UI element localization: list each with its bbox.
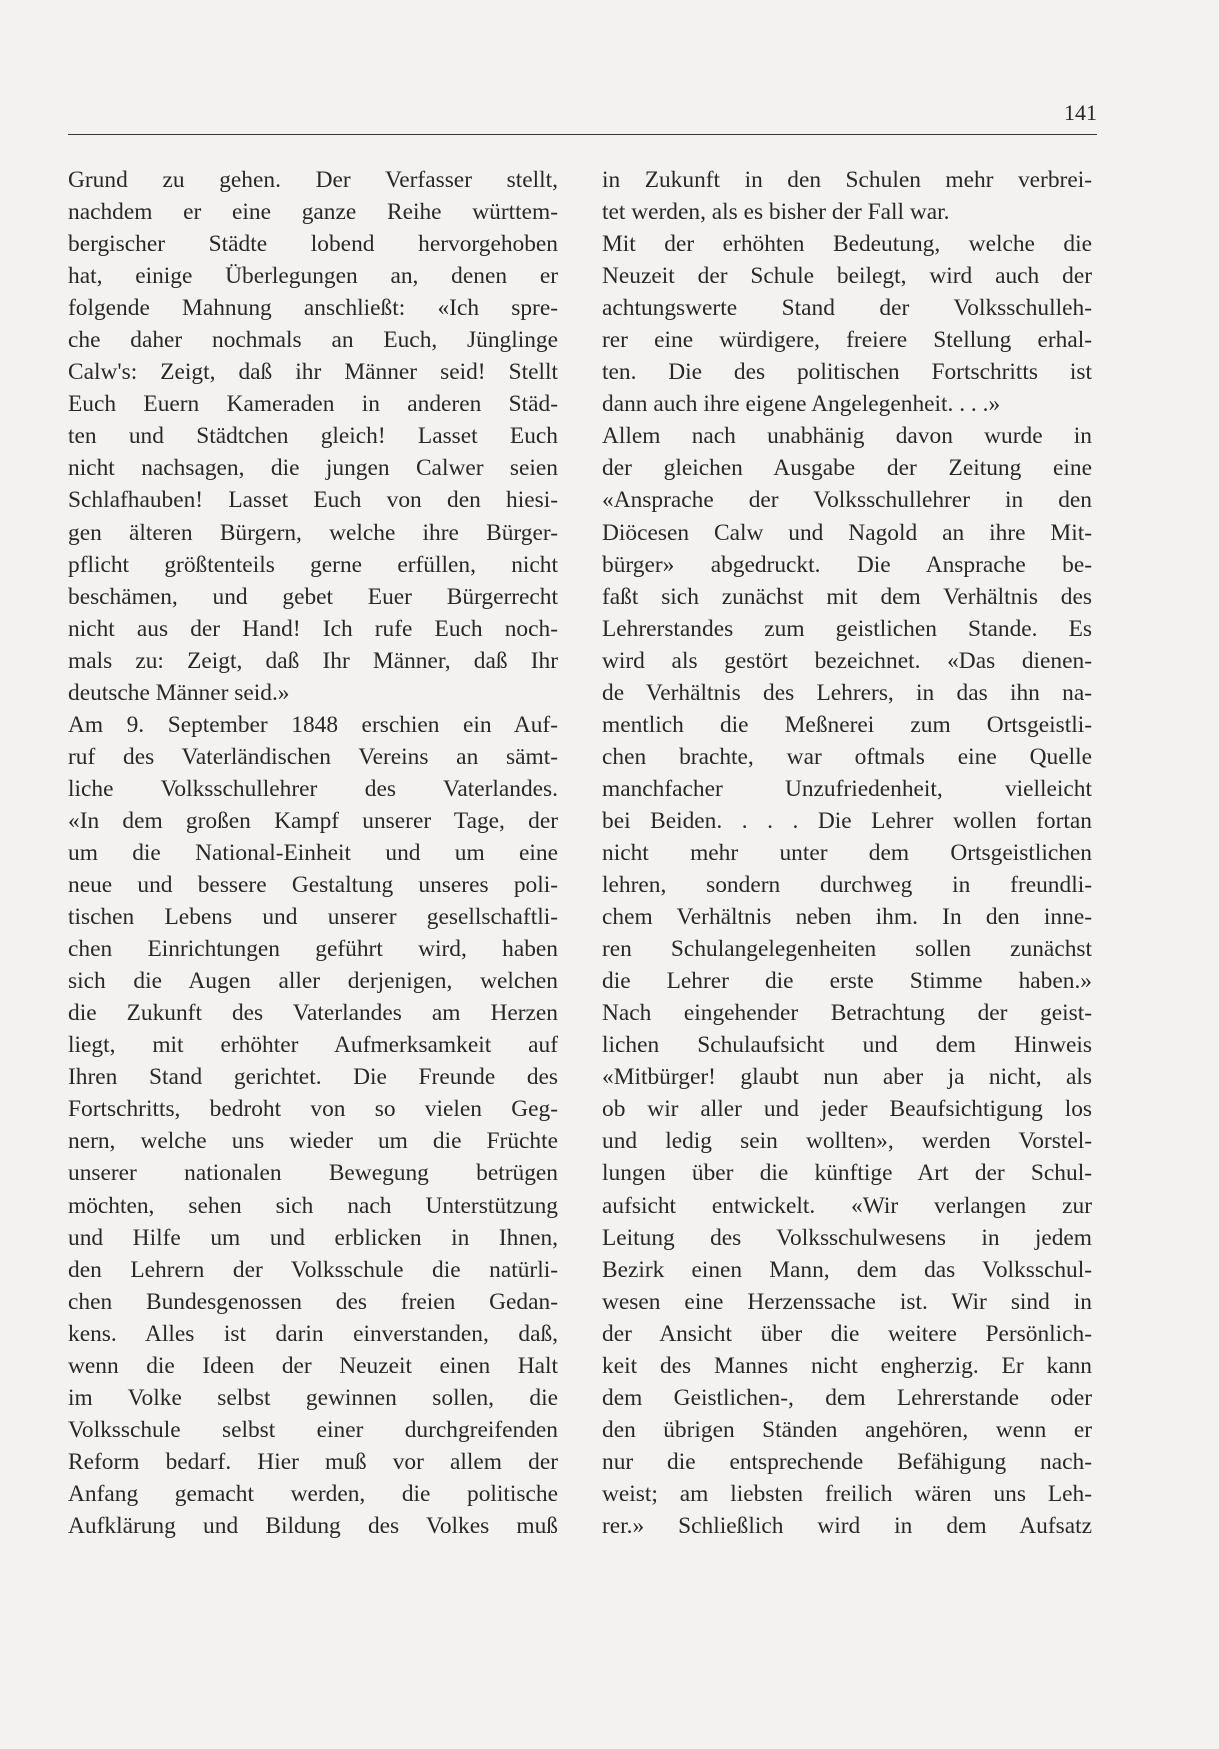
text-line: nicht nachsagen, die jungen Calwer seien bbox=[68, 455, 558, 482]
text-line: mentlich die Meßnerei zum Ortsgeistli- bbox=[602, 711, 1092, 738]
text-line: die Zukunft des Vaterlandes am Herzen bbox=[68, 1000, 558, 1027]
text-line: lichen Schulaufsicht und dem Hinweis bbox=[602, 1032, 1092, 1059]
text-line: Leitung des Volksschulwesens in jedem bbox=[602, 1224, 1092, 1251]
text-line: aufsicht entwickelt. «Wir verlangen zur bbox=[602, 1192, 1092, 1219]
text-line: im Volke selbst gewinnen sollen, die bbox=[68, 1384, 558, 1411]
text-line: keit des Mannes nicht engherzig. Er kann bbox=[602, 1352, 1092, 1379]
header-rule bbox=[68, 134, 1097, 135]
text-line: ob wir aller und jeder Beaufsichtigung los bbox=[602, 1096, 1092, 1123]
text-line: nicht aus der Hand! Ich rufe Euch noch- bbox=[68, 615, 558, 642]
text-line: bei Beiden. . . . Die Lehrer wollen fortan bbox=[602, 807, 1092, 834]
text-line: die Lehrer die erste Stimme haben.» bbox=[602, 968, 1092, 995]
text-line: wird als gestört bezeichnet. «Das dienen- bbox=[602, 647, 1092, 674]
text-line: rer eine würdigere, freiere Stellung erhal- bbox=[602, 327, 1092, 354]
text-line: unserer nationalen Bewegung betrügen bbox=[68, 1160, 558, 1187]
text-line: möchten, sehen sich nach Unterstützung bbox=[68, 1192, 558, 1219]
text-line: Grund zu gehen. Der Verfasser stellt, bbox=[68, 167, 558, 193]
text-line: wesen eine Herzenssache ist. Wir sind in bbox=[602, 1288, 1092, 1315]
text-line: der gleichen Ausgabe der Zeitung eine bbox=[602, 455, 1092, 482]
text-line: achtungswerte Stand der Volksschulleh- bbox=[602, 295, 1092, 322]
text-line: liegt, mit erhöhter Aufmerksamkeit auf bbox=[68, 1032, 558, 1059]
left-text-column bbox=[68, 164, 558, 1542]
text-line: folgende Mahnung anschließt: «Ich spre- bbox=[68, 295, 558, 322]
right-text-column bbox=[602, 164, 1092, 1542]
text-line: beschämen, und gebet Euer Bürgerrecht bbox=[68, 583, 558, 610]
text-line: den Lehrern der Volksschule die natürli- bbox=[68, 1256, 558, 1283]
text-line: sich die Augen aller derjenigen, welchen bbox=[68, 968, 558, 995]
text-line: chem Verhältnis neben ihm. In den inne- bbox=[602, 904, 1092, 931]
text-line: nern, welche uns wieder um die Früchte bbox=[68, 1128, 558, 1155]
text-line: nicht mehr unter dem Ortsgeistlichen bbox=[602, 839, 1092, 866]
text-line: dem Geistlichen-, dem Lehrerstande oder bbox=[602, 1384, 1092, 1411]
text-line: nachdem er eine ganze Reihe württem- bbox=[68, 199, 558, 226]
text-line: tet werden, als es bisher der Fall war. bbox=[602, 199, 950, 226]
text-line: Nach eingehender Betrachtung der geist- bbox=[602, 1000, 1092, 1027]
text-line: liche Volksschullehrer des Vaterlandes. bbox=[68, 775, 558, 802]
text-line: hat, einige Überlegungen an, denen er bbox=[68, 263, 558, 290]
text-line: wenn die Ideen der Neuzeit einen Halt bbox=[68, 1352, 558, 1379]
text-line: Euch Euern Kameraden in anderen Städ- bbox=[68, 391, 558, 418]
text-line: Allem nach unabhänig davon wurde in bbox=[602, 423, 1092, 450]
text-line: Schlafhauben! Lasset Euch von den hiesi- bbox=[68, 487, 558, 514]
text-line: und ledig sein wollten», werden Vorstel- bbox=[602, 1128, 1092, 1155]
text-line: tischen Lebens und unserer gesellschaftli- bbox=[68, 904, 558, 931]
text-line: Lehrerstandes zum geistlichen Stande. Es bbox=[602, 615, 1092, 642]
text-line: in Zukunft in den Schulen mehr verbrei- bbox=[602, 167, 1092, 193]
text-line: Neuzeit der Schule beilegt, wird auch der bbox=[602, 263, 1092, 290]
text-line: lehren, sondern durchweg in freundli- bbox=[602, 872, 1092, 899]
text-line: Volksschule selbst einer durchgreifenden bbox=[68, 1416, 558, 1443]
text-line: ten und Städtchen gleich! Lasset Euch bbox=[68, 423, 558, 450]
text-line: der Ansicht über die weitere Persönlich- bbox=[602, 1320, 1092, 1347]
text-line: «Mitbürger! glaubt nun aber ja nicht, als bbox=[602, 1064, 1092, 1091]
text-line: Am 9. September 1848 erschien ein Auf- bbox=[68, 711, 558, 738]
text-line: Anfang gemacht werden, die politische bbox=[68, 1480, 558, 1507]
text-line: deutsche Männer seid.» bbox=[68, 679, 290, 706]
text-line: manchfacher Unzufriedenheit, vielleicht bbox=[602, 775, 1092, 802]
text-line: Diöcesen Calw und Nagold an ihre Mit- bbox=[602, 519, 1092, 546]
text-line: Ihren Stand gerichtet. Die Freunde des bbox=[68, 1064, 558, 1091]
text-line: nur die entsprechende Befähigung nach- bbox=[602, 1448, 1092, 1475]
text-line: che daher nochmals an Euch, Jünglinge bbox=[68, 327, 558, 354]
text-line: weist; am liebsten freilich wären uns Leh- bbox=[602, 1480, 1092, 1507]
text-line: neue und bessere Gestaltung unseres poli- bbox=[68, 872, 558, 899]
text-line: bürger» abgedruckt. Die Ansprache be- bbox=[602, 551, 1092, 578]
text-line: «In dem großen Kampf unserer Tage, der bbox=[68, 807, 558, 834]
text-line: den übrigen Ständen angehören, wenn er bbox=[602, 1416, 1092, 1443]
text-line: mals zu: Zeigt, daß Ihr Männer, daß Ihr bbox=[68, 647, 558, 674]
text-line: pflicht größtenteils gerne erfüllen, nicht bbox=[68, 551, 558, 578]
text-line: Fortschritts, bedroht von so vielen Geg- bbox=[68, 1096, 558, 1123]
text-line: Reform bedarf. Hier muß vor allem der bbox=[68, 1448, 558, 1475]
text-line: de Verhältnis des Lehrers, in das ihn na- bbox=[602, 679, 1092, 706]
text-line: kens. Alles ist darin einverstanden, daß, bbox=[68, 1320, 558, 1347]
text-line: Calw's: Zeigt, daß ihr Männer seid! Stellt bbox=[68, 359, 558, 386]
text-line: chen Einrichtungen geführt wird, haben bbox=[68, 936, 558, 963]
text-line: um die National-Einheit und um eine bbox=[68, 839, 558, 866]
text-line: chen brachte, war oftmals eine Quelle bbox=[602, 743, 1092, 770]
page-number: 141 bbox=[1064, 100, 1097, 125]
text-line: ten. Die des politischen Fortschritts ist bbox=[602, 359, 1092, 386]
text-line: ruf des Vaterländischen Vereins an sämt- bbox=[68, 743, 558, 770]
text-line: und Hilfe um und erblicken in Ihnen, bbox=[68, 1224, 558, 1251]
text-line: rer.» Schließlich wird in dem Aufsatz bbox=[602, 1512, 1092, 1539]
text-line: chen Bundesgenossen des freien Gedan- bbox=[68, 1288, 558, 1315]
text-line: faßt sich zunächst mit dem Verhältnis des bbox=[602, 583, 1092, 610]
text-line: Bezirk einen Mann, dem das Volksschul- bbox=[602, 1256, 1092, 1283]
text-line: gen älteren Bürgern, welche ihre Bürger- bbox=[68, 519, 558, 546]
text-line: lungen über die künftige Art der Schul- bbox=[602, 1160, 1092, 1187]
text-line: «Ansprache der Volksschullehrer in den bbox=[602, 487, 1092, 514]
text-line: dann auch ihre eigene Angelegenheit. . . .» bbox=[602, 391, 1001, 418]
text-line: ren Schulangelegenheiten sollen zunächst bbox=[602, 936, 1092, 963]
text-line: bergischer Städte lobend hervorgehoben bbox=[68, 231, 558, 258]
text-line: Mit der erhöhten Bedeutung, welche die bbox=[602, 231, 1092, 258]
text-line: Aufklärung und Bildung des Volkes muß bbox=[68, 1512, 558, 1539]
